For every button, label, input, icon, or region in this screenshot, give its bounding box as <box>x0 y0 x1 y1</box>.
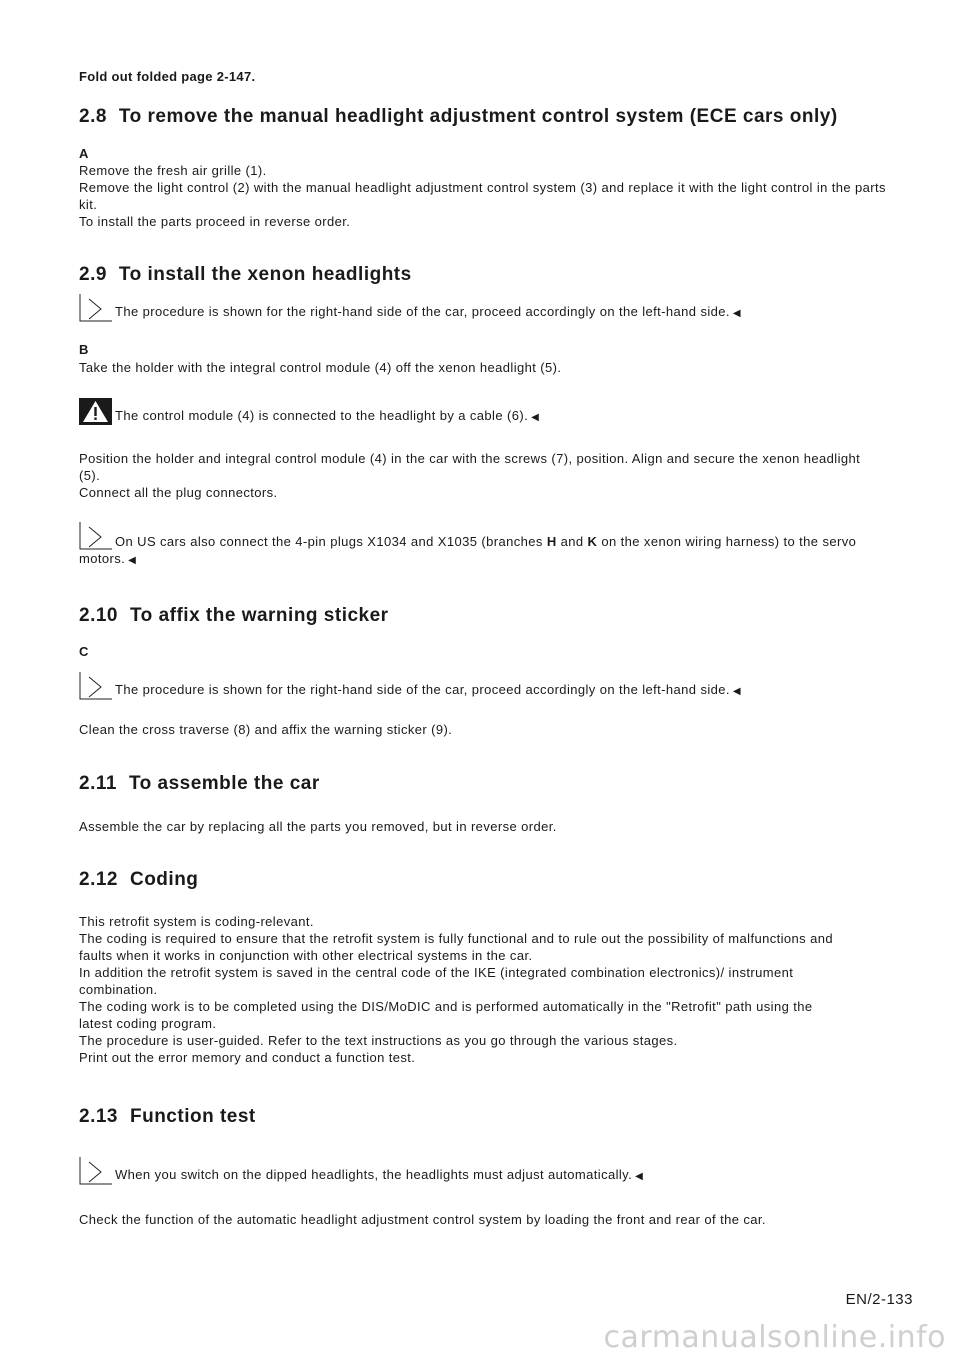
figure-label-a: A <box>79 146 89 161</box>
note-text: The procedure is shown for the right-hand side of the car, proceed accordingly on the left-hand side. <box>115 304 730 319</box>
watermark: carmanualsonline.info <box>603 1320 946 1355</box>
paragraph-line: The coding work is to be completed using the DIS/MoDIC and is performed automatically in the "Retrofit" path using the latest coding program. <box>79 999 813 1031</box>
section-title: Function test <box>129 1106 256 1127</box>
section-2-11-heading <box>79 773 899 795</box>
section-title: To remove the manual headlight adjustment control system (ECE cars only) <box>118 106 838 127</box>
paragraph-line: To install the parts proceed in reverse order. <box>79 214 351 229</box>
paragraph-line: Print out the error memory and conduct a function test. <box>79 1050 416 1065</box>
paragraph-line: The procedure is user-guided. Refer to the text instructions as you go through the various stages. <box>79 1033 678 1048</box>
note-block <box>79 522 899 569</box>
page-number: EN/2-133 <box>845 1291 913 1308</box>
warning-icon <box>79 398 112 426</box>
end-marker-icon: ◀ <box>128 555 137 566</box>
section-2-8-text <box>79 162 899 230</box>
paragraph-line: Remove the fresh air grille (1). <box>79 163 267 178</box>
note-text: The procedure is shown for the right-hand side of the car, proceed accordingly on the left-hand side. <box>115 682 730 697</box>
note-text: on the xenon wiring harness) to the servo motors. <box>79 534 857 566</box>
end-marker-icon: ◀ <box>732 686 742 697</box>
section-number: 2.12 <box>79 869 118 890</box>
paragraph-line: Remove the light control (2) with the manual headlight adjustment control system (3) and replace it with the light control in the parts kit. <box>79 180 886 212</box>
section-number: 2.9 <box>79 264 107 285</box>
note-icon <box>79 522 112 550</box>
fold-out-note: Fold out folded page 2-147. <box>79 69 256 84</box>
paragraph-line: Connect all the plug connectors. <box>79 485 278 500</box>
end-marker-icon: ◀ <box>531 412 540 423</box>
note-text: When you switch on the dipped headlights, the headlights must adjust automatically. <box>115 1167 633 1182</box>
section-2-13-heading <box>79 1106 899 1128</box>
note-icon <box>79 672 112 700</box>
section-2-9-step-b: Take the holder with the integral control module (4) off the xenon headlight (5). <box>79 360 562 375</box>
section-2-9-heading <box>79 264 899 286</box>
note-text: On US cars also connect the 4-pin plugs X1034 and X1035 (branches <box>115 534 543 549</box>
note-icon <box>79 294 112 322</box>
section-number: 2.10 <box>79 605 118 626</box>
section-2-12-heading <box>79 869 899 891</box>
section-title: To install the xenon headlights <box>118 264 412 285</box>
note-text: and <box>560 534 584 549</box>
warning-block <box>79 398 899 426</box>
section-title: To assemble the car <box>128 773 320 794</box>
paragraph-line: Position the holder and integral control module (4) in the car with the screws (7), position. Align and secure the xenon headlight (5). <box>79 451 861 483</box>
note-icon <box>79 1157 112 1185</box>
branch-k-label: K <box>587 534 598 549</box>
figure-label-c: C <box>79 644 89 659</box>
warning-text: The control module (4) is connected to the headlight by a cable (6). <box>115 408 529 423</box>
section-2-8-heading <box>79 106 899 128</box>
section-2-9-text <box>79 450 899 501</box>
branch-h-label: H <box>546 534 557 549</box>
figure-label-b: B <box>79 342 89 357</box>
section-title: To affix the warning sticker <box>129 605 389 626</box>
end-marker-icon: ◀ <box>732 308 742 319</box>
end-marker-icon: ◀ <box>635 1171 644 1182</box>
note-block <box>79 1157 899 1185</box>
section-number: 2.11 <box>79 773 117 794</box>
note-block <box>79 672 899 700</box>
section-2-13-text: Check the function of the automatic headlight adjustment control system by loading the front and rear of the car. <box>79 1212 766 1227</box>
section-2-11-text: Assemble the car by replacing all the parts you removed, but in reverse order. <box>79 819 557 834</box>
section-2-12-text <box>79 913 849 1066</box>
paragraph-line: The coding is required to ensure that the retrofit system is fully functional and to rule out the possibility of malfunctions and faults when it works in conjunction with other electrical systems in the car. <box>79 931 833 963</box>
section-number: 2.8 <box>79 106 107 127</box>
section-2-10-heading <box>79 605 899 627</box>
section-number: 2.13 <box>79 1106 118 1127</box>
section-2-10-text: Clean the cross traverse (8) and affix the warning sticker (9). <box>79 722 453 737</box>
note-block <box>79 294 899 322</box>
paragraph-line: In addition the retrofit system is saved in the central code of the IKE (integrated combination electronics)/ instrument combination. <box>79 965 794 997</box>
section-title: Coding <box>129 869 199 890</box>
paragraph-line: This retrofit system is coding-relevant. <box>79 914 314 929</box>
